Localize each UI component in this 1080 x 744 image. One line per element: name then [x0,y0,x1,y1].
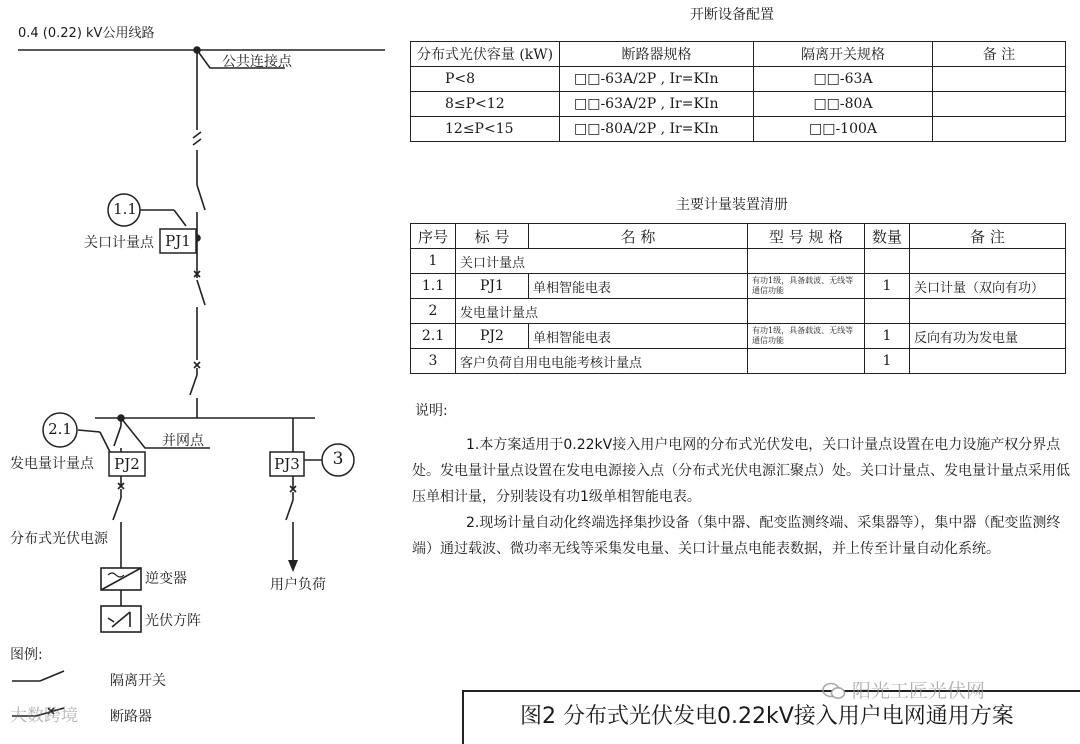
switchgear-table [410,41,1066,142]
table-cell [748,299,865,324]
table-cell: □□-80A [754,92,933,117]
watermark-right: 阳光工匠光伏网 [852,680,986,702]
notes-title: 说明: [415,403,448,419]
table-cell [865,299,910,324]
table-cell [933,67,1066,92]
pv-array-label: 光伏方阵 [145,613,201,629]
metering-table [410,223,1066,374]
table-row [411,349,1066,374]
table-row [411,92,1066,117]
table-cell: 发电量计量点 [456,299,748,324]
table-header-row [411,224,1066,249]
note-paragraph-1: 1.本方案适用于0.22kV接入用户电网的分布式光伏发电，关口计量点设置在电力设施产权分界点处。发电量计量点设置在发电电源接入点（分布式光伏电源汇聚点）处。关口计量点、发电量计量点采用低压单相计量，分别装设有功1级单相智能电表。 [412,437,1070,505]
table-cell: 1.1 [411,274,456,299]
pv-source-label: 分布式光伏电源 [10,531,108,547]
watermark-left: 大数跨境 [10,706,78,726]
table-cell: PJ2 [456,324,529,349]
table-row [411,117,1066,142]
notes-body [412,432,1074,562]
meter2-box-label: PJ2 [114,455,140,473]
legend-title: 图例: [10,647,43,663]
table-cell: 关口计量点 [456,249,748,274]
isolator-1 [197,185,205,210]
note-paragraph-2: 2.现场计量自动化终端选择集抄设备（集中器、配变监测终端、采集器等），集中器（配变监测终端）通过载波、微功率无线等采集发电量、关口计量点电能表数据，并上传至计量自动化系统。 [412,515,1061,557]
figure-caption: 图2 分布式光伏发电0.22kV接入用户电网通用方案 [520,704,1014,729]
public-line-label: 0.4 (0.22) kV公用线路 [18,26,155,41]
wechat-icon [822,682,846,700]
header-cell: 备 注 [910,224,1066,249]
header-cell: 断路器规格 [560,42,754,67]
table-cell [748,249,865,274]
table-cell [748,349,865,374]
table-cell: 反向有功为发电量 [910,324,1066,349]
table-cell [910,249,1066,274]
table-row [411,67,1066,92]
table-cell: 单相智能电表 [529,324,748,349]
meter3-box-label: PJ3 [274,455,300,473]
header-cell: 分布式光伏容量 (kW) [411,42,560,67]
table-cell: 12≤P<15 [411,117,560,142]
table-cell: □□-63A/2P , Ir=KIn [560,67,754,92]
table-cell [933,92,1066,117]
header-cell: 隔离开关规格 [754,42,933,67]
table-cell: P<8 [411,67,560,92]
legend-switch-label: 隔离开关 [110,673,166,689]
table-cell: □□-100A [754,117,933,142]
table-cell: 1 [865,349,910,374]
grid-point-label: 并网点 [162,433,204,449]
meter1-circle-label: 1.1 [113,200,137,218]
header-cell: 备 注 [933,42,1066,67]
load-arrow [288,560,298,572]
table-cell: 有功1级，具备载波、无线等通信功能 [748,274,865,299]
table-cell: PJ1 [456,274,529,299]
table-row [411,324,1066,349]
meter1-label: 关口计量点 [84,235,154,251]
table-cell: 2.1 [411,324,456,349]
meter2-label: 发电量计量点 [10,456,94,472]
single-line-diagram [0,0,420,740]
table-cell [910,349,1066,374]
table-cell: 8≤P<12 [411,92,560,117]
table-cell: 关口计量（双向有功） [910,274,1066,299]
table-cell: 1 [865,324,910,349]
meter1-box-label: PJ1 [165,232,191,250]
table-cell: □□-63A [754,67,933,92]
meter3-circle-label: 3 [332,449,344,469]
table-cell: 3 [411,349,456,374]
header-cell: 标 号 [456,224,529,249]
table-cell [910,299,1066,324]
table-cell: □□-80A/2P , Ir=KIn [560,117,754,142]
table-cell: 单相智能电表 [529,274,748,299]
header-cell: 型 号 规 格 [748,224,865,249]
table-cell: 1 [865,274,910,299]
table-header-row [411,42,1066,67]
table-cell: 有功1级，具备载波、无线等通信功能 [748,324,865,349]
pcc-label: 公共连接点 [222,54,292,70]
table-cell: 1 [411,249,456,274]
load-label: 用户负荷 [270,577,326,593]
header-cell: 数量 [865,224,910,249]
table2-title: 主要计量装置清册 [676,197,788,213]
table-row [411,274,1066,299]
table-cell: 客户负荷自用电电能考核计量点 [456,349,748,374]
table-row [411,249,1066,274]
legend-breaker-label: 断路器 [110,709,152,725]
table-cell [933,117,1066,142]
header-cell: 名 称 [529,224,748,249]
table-row [411,299,1066,324]
table-cell: 2 [411,299,456,324]
table-cell: □□-63A/2P , Ir=KIn [560,92,754,117]
table1-title: 开断设备配置 [690,7,774,23]
table-cell [865,249,910,274]
inverter-label: 逆变器 [145,571,187,587]
header-cell: 序号 [411,224,456,249]
meter2-circle-label: 2.1 [48,420,72,438]
